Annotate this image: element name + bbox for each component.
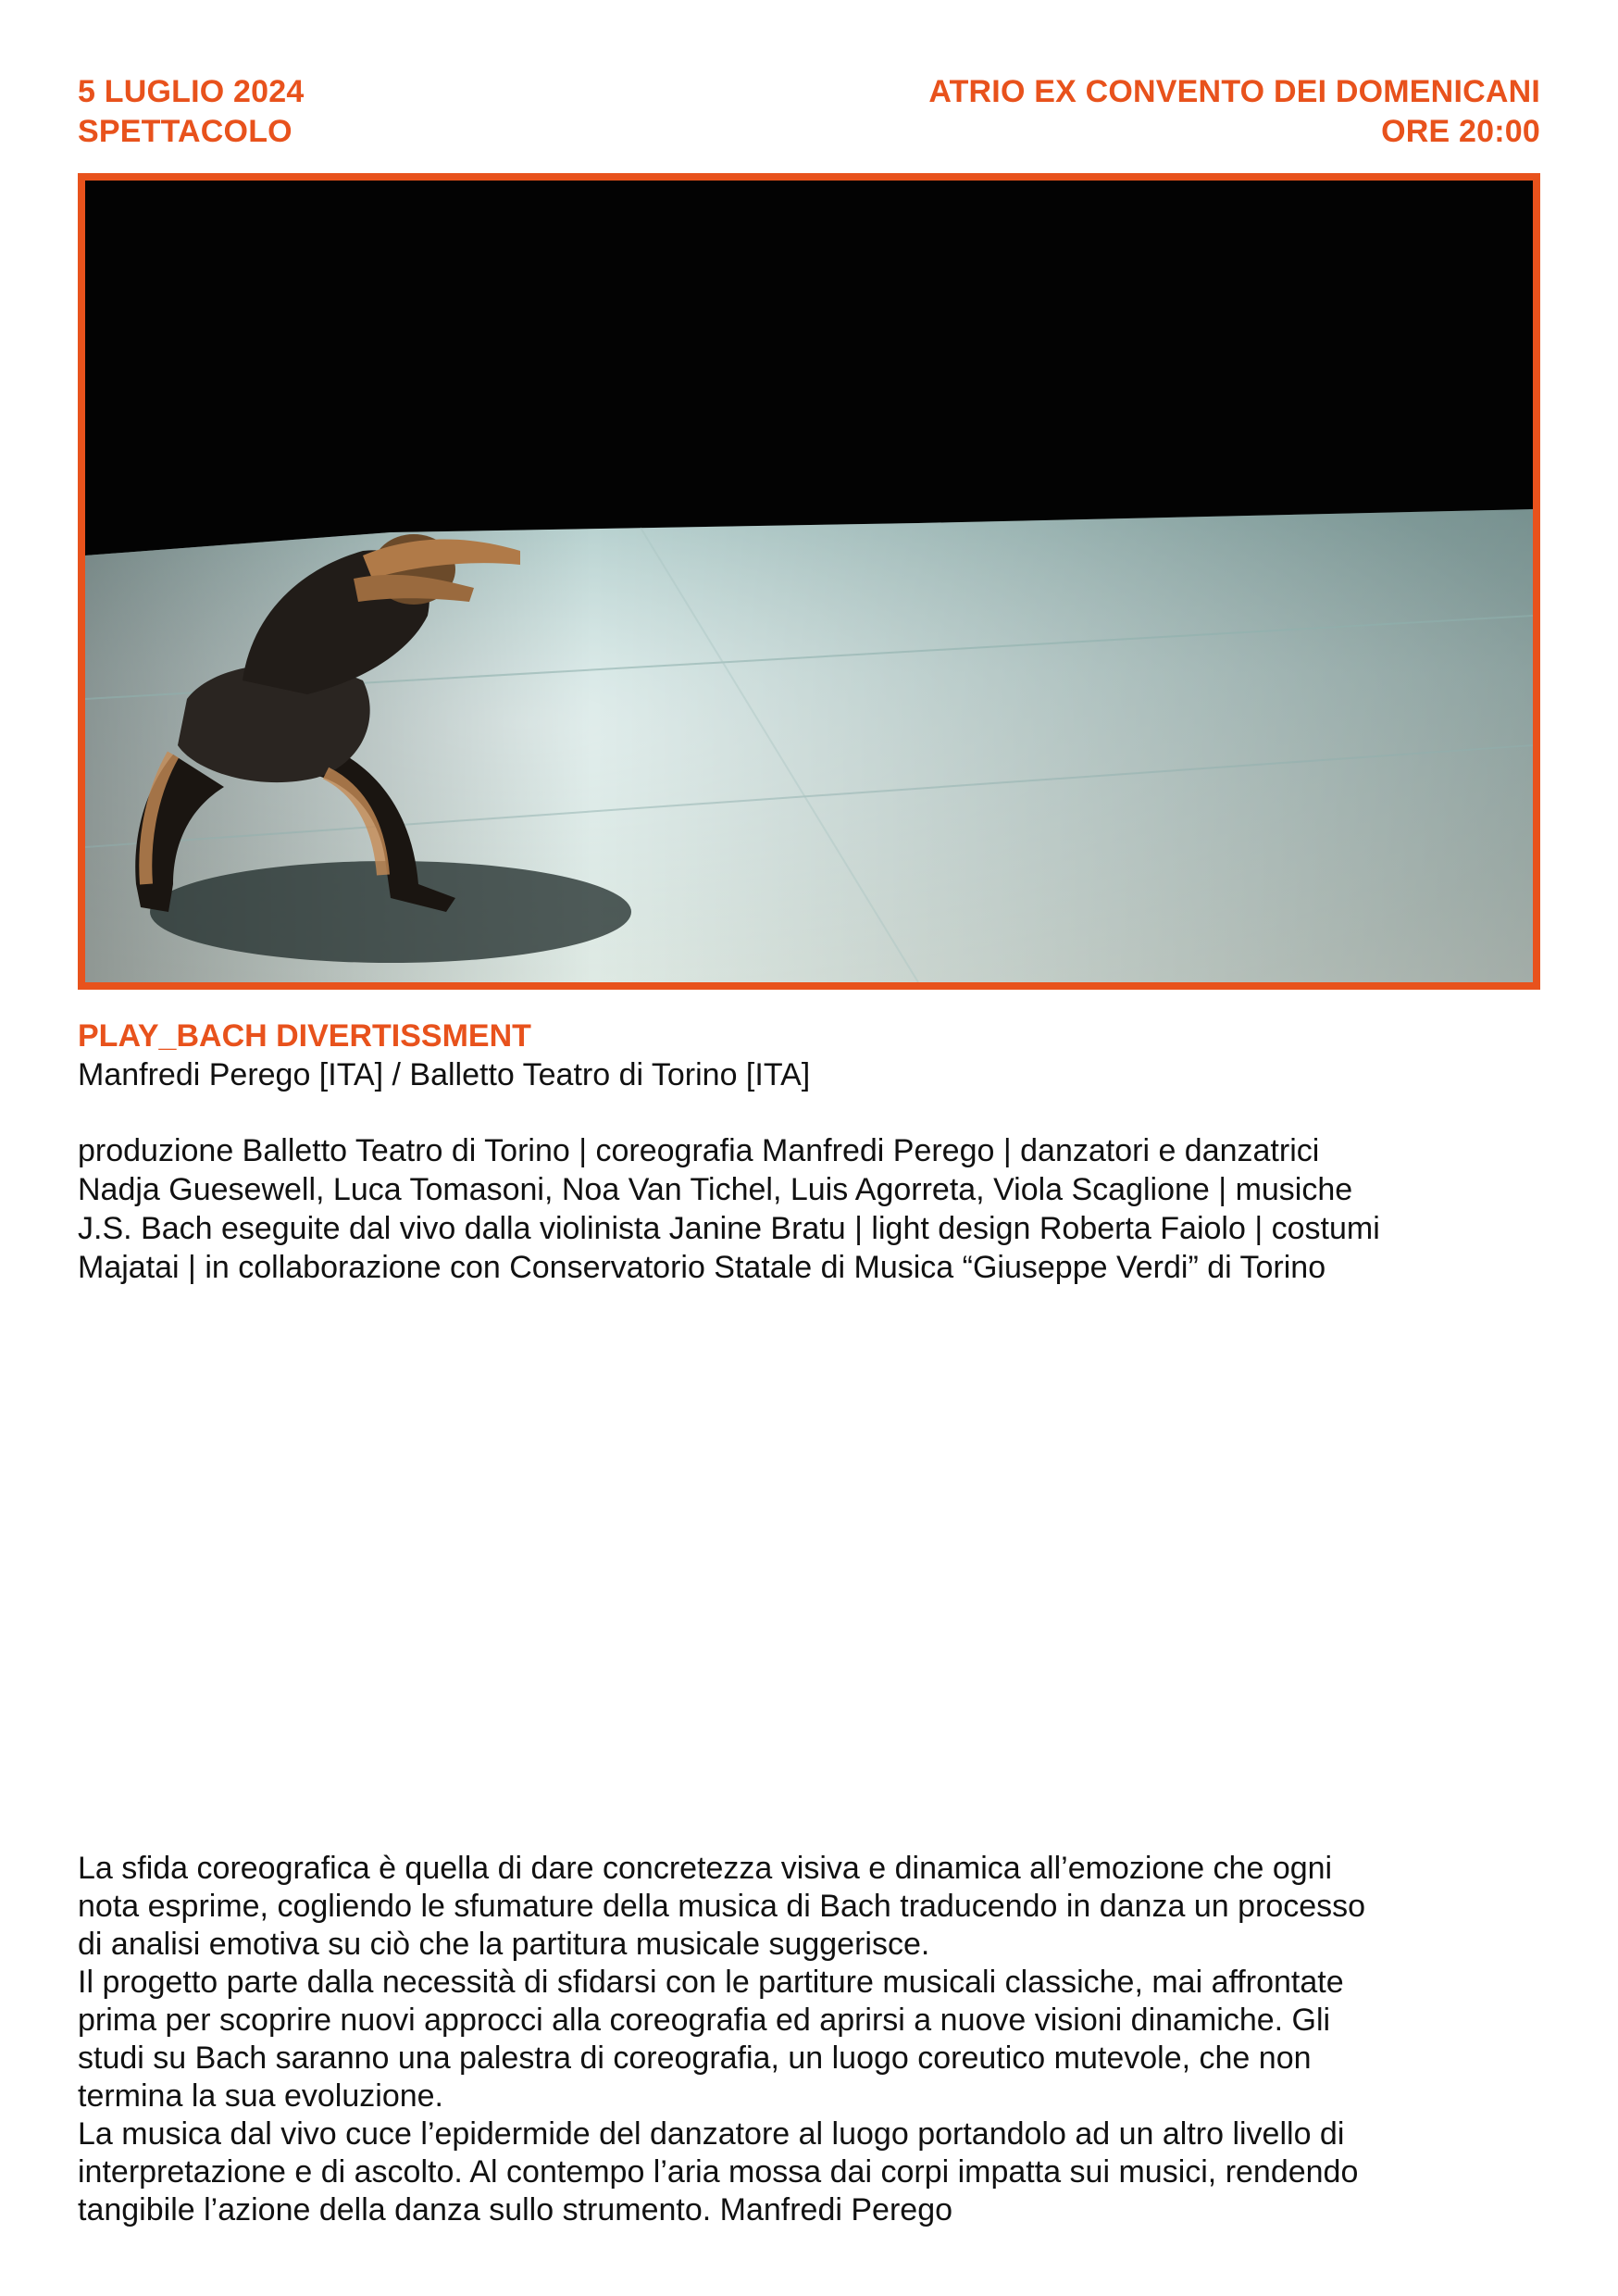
header-right xyxy=(928,72,1540,152)
description-line: La sfida coreografica è quella di dare concretezza visiva e dinamica all’emozione che ogni xyxy=(78,1851,1333,1886)
credits-line: Nadja Guesewell, Luca Tomasoni, Noa Van Tichel, Luis Agorreta, Viola Scaglione | musiche xyxy=(78,1172,1353,1207)
event-time: ORE 20:00 xyxy=(1381,114,1540,149)
event-date: 5 LUGLIO 2024 xyxy=(78,74,305,109)
description-line: Il progetto parte dalla necessità di sfidarsi con le partiture musicali classiche, mai affrontate xyxy=(78,1965,1344,2000)
dancer-photo xyxy=(85,181,1533,982)
description-line: nota esprime, cogliendo le sfumature della musica di Bach traducendo in danza un processo xyxy=(78,1889,1366,1924)
credits-line: produzione Balletto Teatro di Torino | coreografia Manfredi Perego | danzatori e danzatrici xyxy=(78,1133,1320,1168)
description-line: tangibile l’azione della danza sullo strumento. Manfredi Perego xyxy=(78,2192,953,2227)
credits-line: Majatai | in collaborazione con Conservatorio Statale di Musica “Giuseppe Verdi” di Torino xyxy=(78,1250,1326,1285)
credits-paragraph xyxy=(78,1131,1559,1287)
description-line: interpretazione e di ascolto. Al contempo l’aria mossa dai corpi impatta sui musici, rendendo xyxy=(78,2154,1359,2190)
event-category: SPETTACOLO xyxy=(78,114,292,149)
credits-line: J.S. Bach eseguite dal vivo dalla violinista Janine Bratu | light design Roberta Faiolo | costumi xyxy=(78,1211,1380,1246)
show-title: PLAY_BACH DIVERTISSMENT xyxy=(78,1018,531,1054)
description-line: termina la sua evoluzione. xyxy=(78,2078,444,2114)
description-line: prima per scoprire nuovi approcci alla coreografia ed aprirsi a nuove visioni dinamiche. Gli xyxy=(78,2003,1331,2038)
description-paragraph xyxy=(78,1850,1559,2229)
description-line: La musica dal vivo cuce l’epidermide del danzatore al luogo portandolo ad un altro livello di xyxy=(78,2116,1345,2152)
description-line: di analisi emotiva su ciò che la partitura musicale suggerisce. xyxy=(78,1927,930,1962)
show-authors: Manfredi Perego [ITA] / Balletto Teatro di Torino [ITA] xyxy=(78,1057,811,1092)
event-venue: ATRIO EX CONVENTO DEI DOMENICANI xyxy=(928,74,1540,109)
description-line: studi su Bach saranno una palestra di coreografia, un luogo coreutico mutevole, che non xyxy=(78,2040,1312,2076)
header-left xyxy=(78,72,304,152)
event-photo xyxy=(78,173,1540,990)
